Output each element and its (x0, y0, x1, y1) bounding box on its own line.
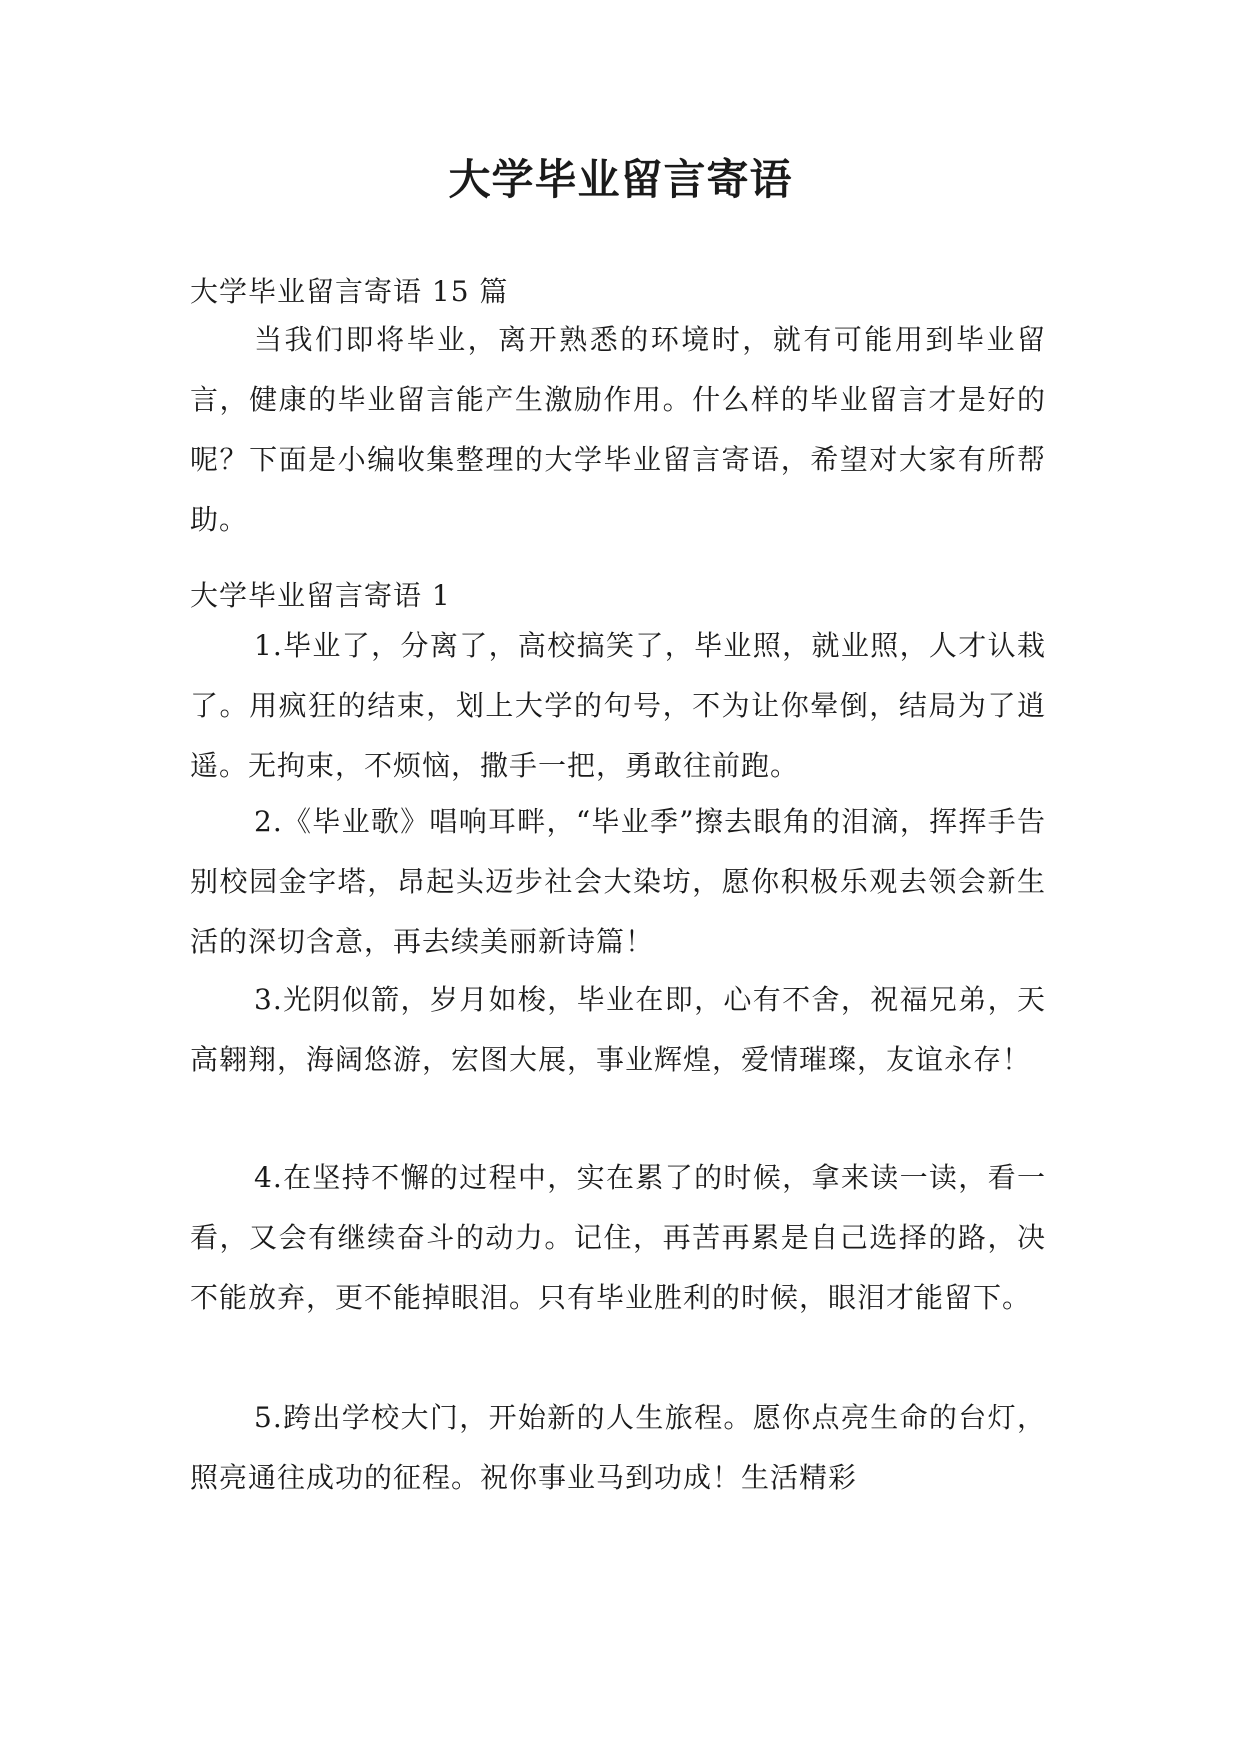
section-heading: 大学毕业留言寄语 1 (190, 579, 451, 612)
document-subtitle: 大学毕业留言寄语 15 篇 (190, 275, 509, 308)
list-item: 3.光阴似箭，岁月如梭，毕业在即，心有不舍，祝福兄弟，天高翱翔，海阔悠游，宏图大展，事业辉煌，爱情璀璨，友谊永存！ (190, 983, 1046, 1076)
list-item: 5.跨出学校大门，开始新的人生旅程。愿你点亮生命的台灯，照亮通往成功的征程。祝你事业马到功成！生活精彩 (190, 1401, 1046, 1494)
document-title: 大学毕业留言寄语 (448, 155, 793, 204)
list-item: 4.在坚持不懈的过程中，实在累了的时候，拿来读一读，看一看，又会有继续奋斗的动力。记住，再苦再累是自己选择的路，决不能放弃，更不能掉眼泪。只有毕业胜利的时候，眼泪才能留下。 (190, 1161, 1046, 1314)
list-item: 1.毕业了，分离了，高校搞笑了，毕业照，就业照，人才认栽了。用疯狂的结束，划上大学的句号，不为让你晕倒，结局为了逍遥。无拘束，不烦恼，撒手一把，勇敢往前跑。 (190, 629, 1046, 782)
list-item: 2.《毕业歌》唱响耳畔，“毕业季”擦去眼角的泪滴，挥挥手告别校园金字塔，昂起头迈步社会大染坊，愿你积极乐观去领会新生活的深切含意，再去续美丽新诗篇！ (190, 805, 1046, 958)
intro-paragraph: 当我们即将毕业，离开熟悉的环境时，就有可能用到毕业留言，健康的毕业留言能产生激励作用。什么样的毕业留言才是好的呢？下面是小编收集整理的大学毕业留言寄语，希望对大家有所帮助。 (190, 323, 1046, 536)
